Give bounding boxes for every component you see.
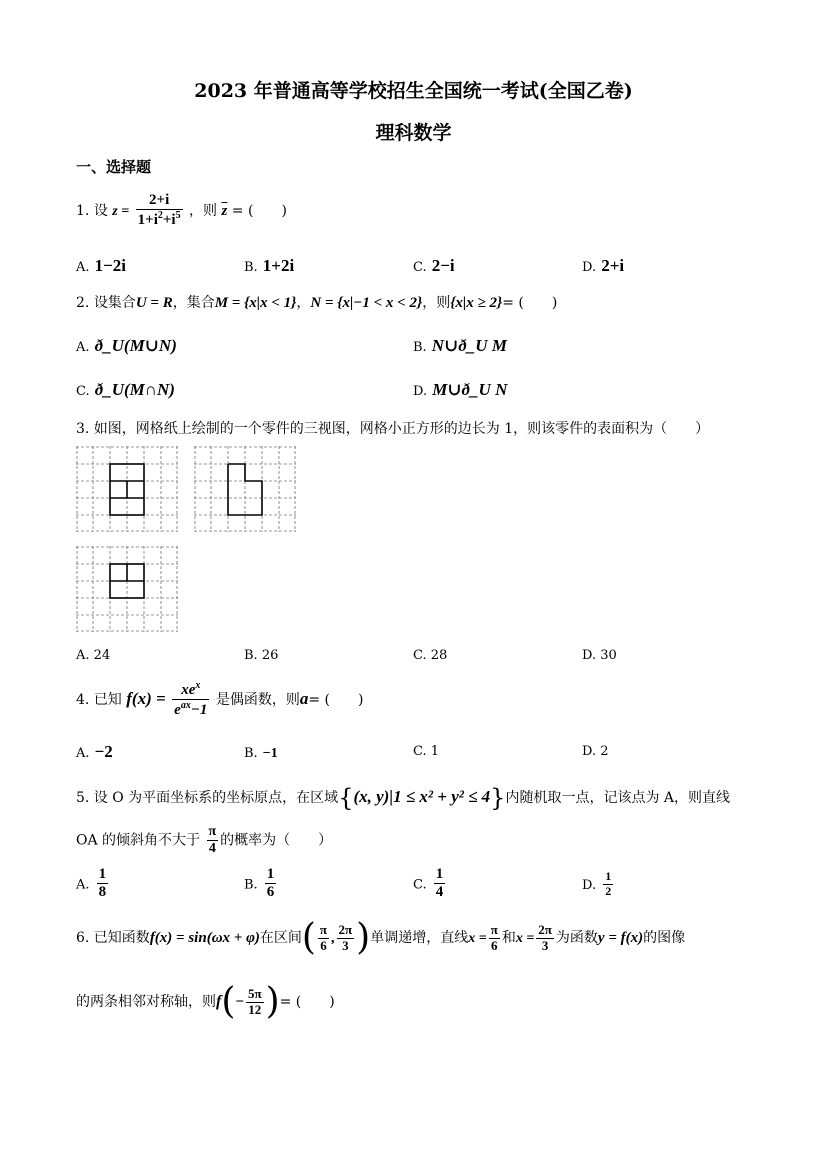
q1-option-b[interactable]: B. 1+2i: [244, 256, 295, 275]
exam-subtitle: 理科数学: [375, 122, 452, 144]
q2-set-n: N = {x|−1 < x < 2}: [310, 295, 423, 311]
q3-option-d[interactable]: D. 30: [582, 648, 617, 663]
q4-a: a: [299, 688, 309, 708]
three-view-front: [76, 446, 178, 532]
q1-z-eq: z =: [112, 203, 130, 219]
q2-option-b[interactable]: B. N∪ð_U M: [413, 336, 507, 355]
q1-option-c[interactable]: C. 2−i: [413, 256, 455, 275]
question-3: 3. 如图，网格纸上绘制的一个零件的三视图，网格小正方形的边长为 1，则该零件的表面积为（ ）: [76, 421, 710, 437]
q1-fraction: [136, 192, 183, 230]
q5-region: (x, y)|1 ≤ x² + y² ≤ 4: [353, 787, 491, 806]
q2-option-d[interactable]: D. M∪ð_U N: [413, 380, 508, 399]
q1-option-d[interactable]: D. 2+i: [582, 256, 625, 275]
section-heading: 一、选择题: [76, 158, 152, 176]
question-5-line-2: OA 的倾斜角不大于 $\frac{\pi}{4}$ 的概率为（ ）: [76, 824, 333, 857]
q4-option-c[interactable]: C. 1: [413, 744, 440, 759]
three-view-top: [76, 546, 178, 632]
three-view-side: [194, 446, 296, 532]
q4-function: f(x) =: [126, 688, 166, 708]
q4-option-b[interactable]: B. −1: [244, 746, 278, 761]
q3-option-a[interactable]: A. 24: [76, 648, 111, 663]
q5-option-c[interactable]: C. $\frac{1}{4}$: [413, 866, 444, 901]
question-6-line-1: 6. 已知函数f(x) = sin(ωx + φ)在区间( $\frac{\pi}{6}$ , $\frac{2\pi}{3}$ )单调递增，直线x = $\frac{\pi}{6}$ 和x = $\frac{2\pi}{3}$ 为函数y = f(x)的图像: [76, 917, 686, 958]
question-5-line-1: 5. 设 O 为平面坐标系的坐标原点，在区域{(x, y)|1 ≤ x² + y² ≤ 4}内随机取一点，记该点为 A，则直线: [76, 784, 731, 812]
q2-option-c[interactable]: C. ð_U(M∩N): [76, 380, 175, 399]
q2-target-set: {x|x ≥ 2}: [450, 295, 503, 311]
q1-frac-den: $1+i^2+i^5$: [137, 210, 181, 229]
q4-option-a[interactable]: A. −2: [76, 742, 113, 761]
q5-option-a[interactable]: A. $\frac{1}{8}$: [76, 866, 107, 901]
q1-pre: 设: [93, 202, 108, 219]
q3-option-b[interactable]: B. 26: [244, 648, 279, 663]
q1-option-a[interactable]: A. 1−2i: [76, 256, 127, 275]
q4-option-d[interactable]: D. 2: [582, 744, 609, 759]
q2-set-m: M = {x|x < 1}: [214, 295, 297, 311]
q5-option-b[interactable]: B. $\frac{1}{6}$: [244, 866, 275, 901]
q5-option-d[interactable]: D. $\frac{1}{2}$: [582, 869, 612, 898]
q2-universal: U = R: [135, 295, 173, 311]
q2-option-a[interactable]: A. ð_U(M∪N): [76, 336, 177, 355]
q1-zbar: $\overline{z}$: [221, 202, 228, 219]
q1-frac-num: 2+i: [136, 192, 183, 210]
q1-post: ，则: [189, 202, 218, 219]
q6-function: f(x) = sin(ωx + φ): [149, 930, 260, 946]
q4-fraction: $\frac{xe^x}{e^{ax}-1}$: [174, 680, 208, 719]
question-6-line-2: 的两条相邻对称轴，则f(− $\frac{5\pi}{12}$ )= ( ): [76, 981, 335, 1022]
q1-num: 1.: [76, 202, 90, 219]
q3-option-c[interactable]: C. 28: [413, 648, 448, 663]
exam-title: 2023 年普通高等学校招生全国统一考试(全国乙卷): [194, 80, 633, 102]
question-4: 4. 已知 f(x) = $\frac{xe^x}{e^{ax}-1}$ 是偶函数，则a= ( ): [76, 680, 364, 719]
q1-tail: = ( ): [231, 202, 287, 219]
question-1: [76, 192, 287, 230]
question-2: 2. 设集合U = R，集合M = {x|x < 1}，N = {x|−1 < x < 2}，则{x|x ≥ 2}= ( ): [76, 295, 558, 311]
